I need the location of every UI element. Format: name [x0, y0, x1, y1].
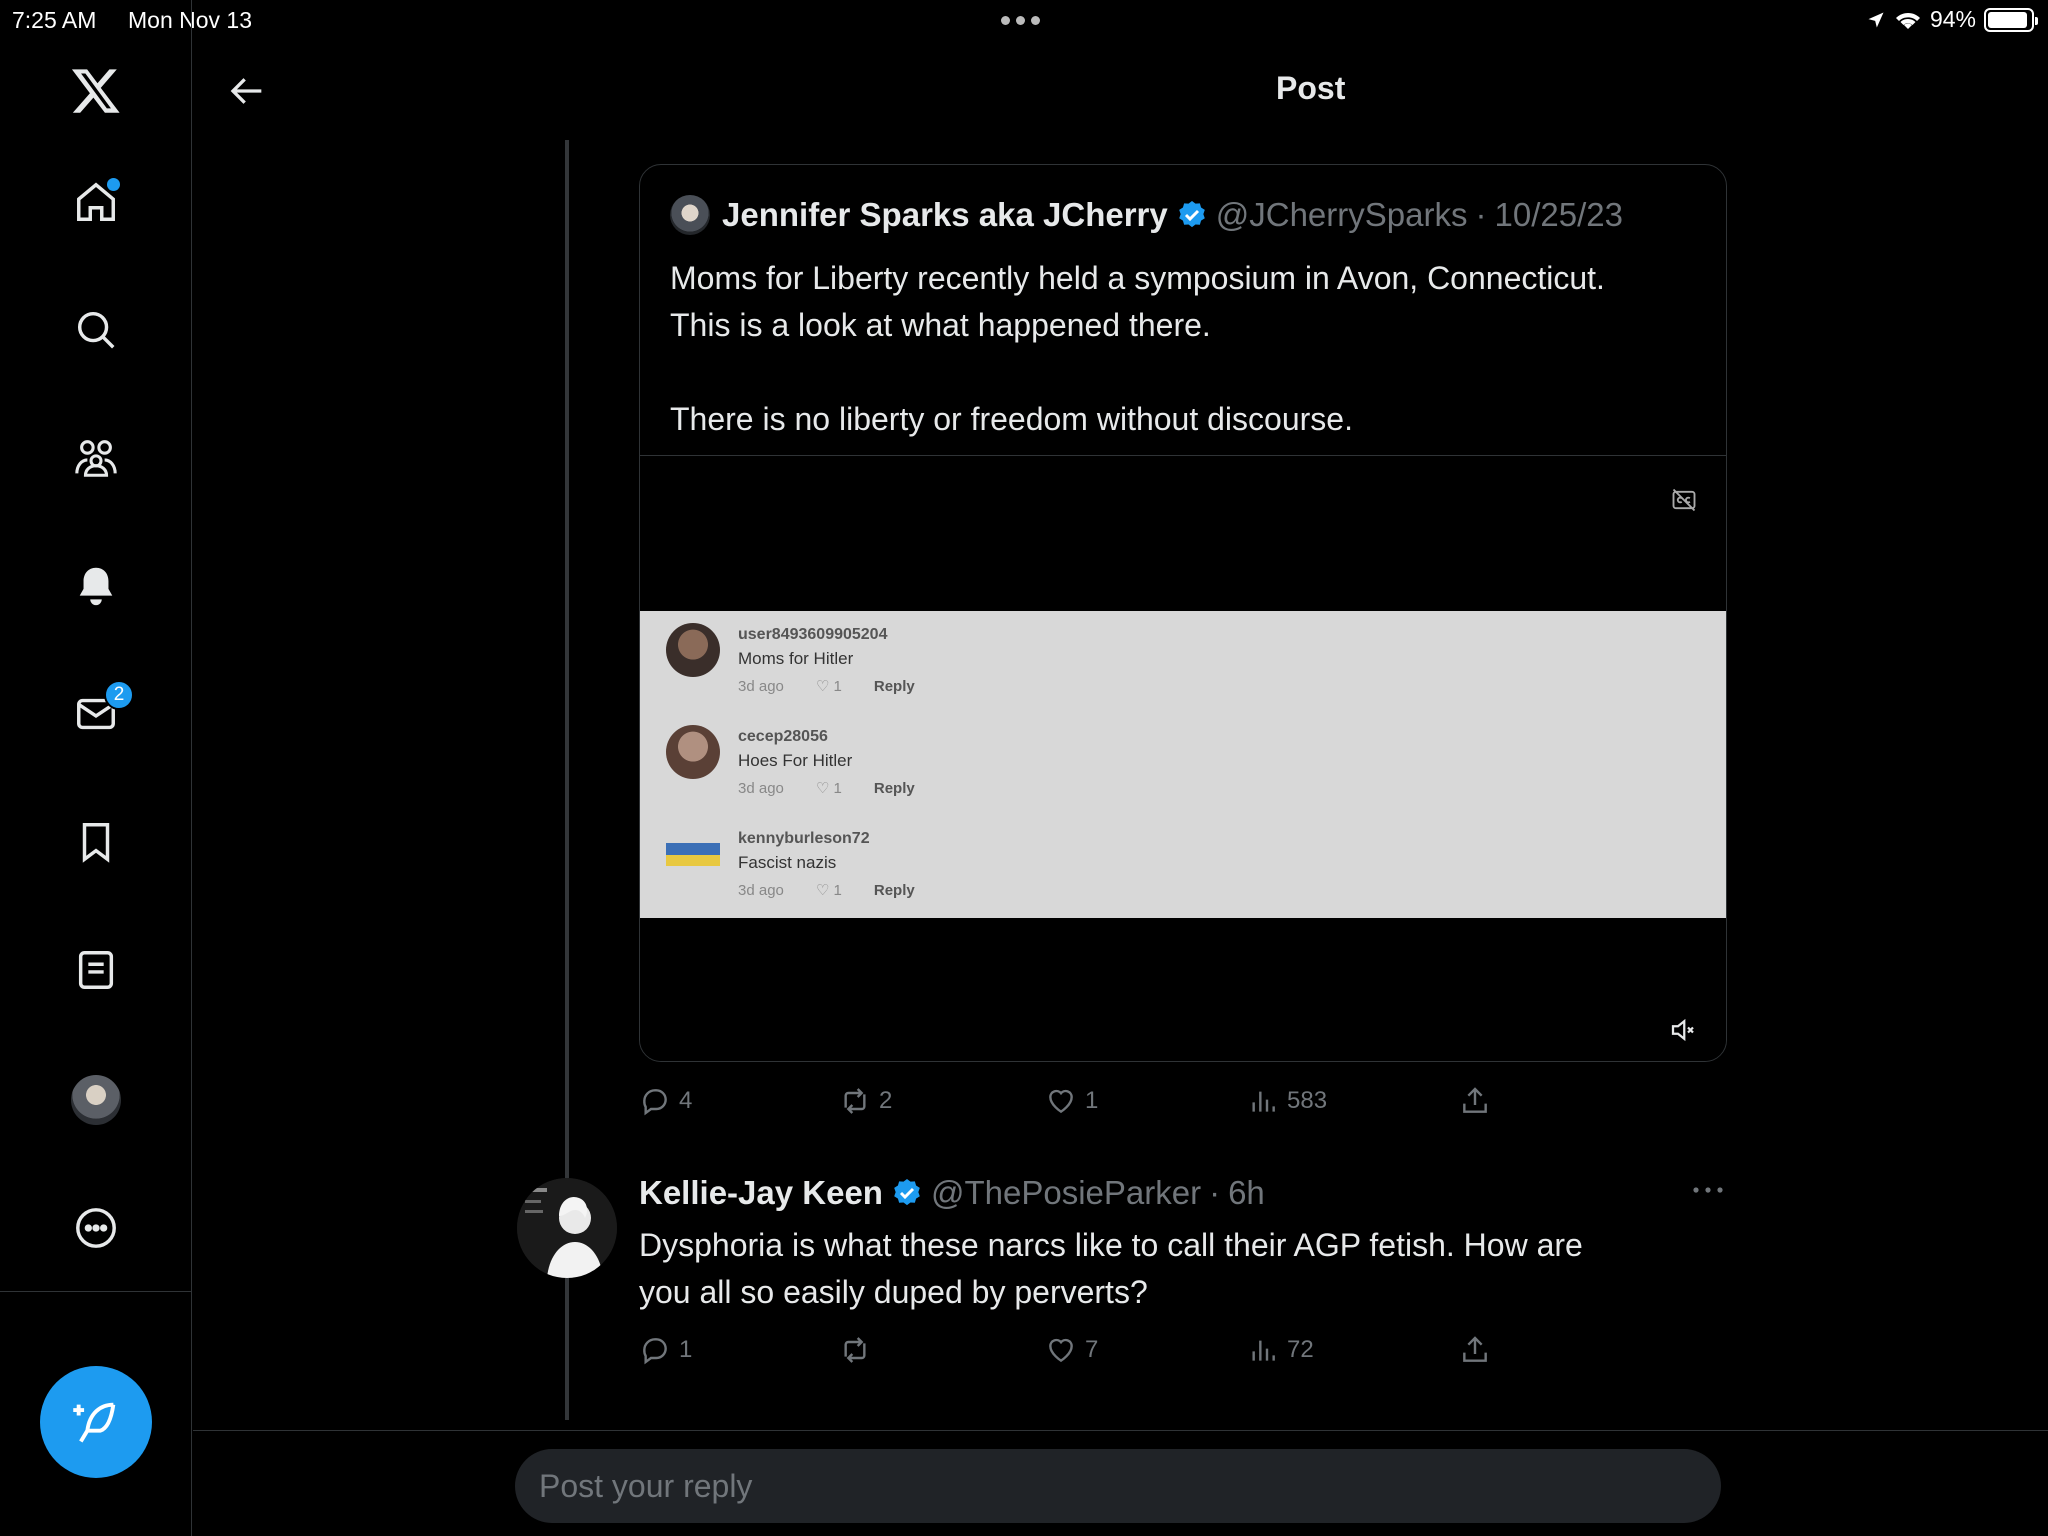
like-count: 1: [1085, 1087, 1099, 1114]
page-title: Post: [1276, 70, 1346, 106]
author-handle[interactable]: @ThePosieParker: [930, 1174, 1202, 1211]
status-bar: [0, 0, 2048, 40]
views-button[interactable]: [1247, 1334, 1314, 1366]
back-button[interactable]: [223, 66, 273, 116]
separator: ·: [1475, 196, 1487, 233]
like-button[interactable]: [1045, 1085, 1098, 1117]
reply-post-header: [639, 1174, 1265, 1212]
location-icon: [1866, 10, 1886, 30]
page-header: [193, 40, 2048, 140]
comment-likes: ♡ 1: [815, 882, 842, 899]
x-logo-icon[interactable]: [68, 62, 124, 118]
home-notification-dot: [107, 178, 120, 191]
quoted-post-header: [670, 195, 1623, 235]
share-upload-icon: [1459, 1334, 1491, 1366]
share-button[interactable]: [1459, 1334, 1491, 1366]
multitasking-dots-icon[interactable]: [1001, 16, 1040, 25]
comment-likes: ♡ 1: [815, 678, 842, 695]
comment-age: 3d ago: [738, 882, 784, 899]
like-button[interactable]: [1045, 1334, 1098, 1366]
comment-likes: ♡ 1: [815, 780, 842, 797]
share-upload-icon: [1459, 1085, 1491, 1117]
avatar: [666, 623, 720, 677]
more-options-icon[interactable]: [68, 1200, 124, 1256]
sidebar: [0, 0, 192, 1536]
author-handle[interactable]: @JCherrySparks: [1215, 196, 1468, 233]
post-time[interactable]: 6h: [1228, 1174, 1265, 1211]
repost-icon: [839, 1334, 871, 1366]
post-date[interactable]: 10/25/23: [1494, 196, 1623, 233]
messages-icon[interactable]: [68, 686, 124, 742]
comment-age: 3d ago: [738, 780, 784, 797]
view-count: 72: [1287, 1336, 1314, 1363]
heart-icon: [1045, 1334, 1077, 1366]
views-bar-chart-icon: [1247, 1334, 1279, 1366]
avatar: [71, 1075, 121, 1125]
author-name[interactable]: Jennifer Sparks aka JCherry: [722, 196, 1168, 233]
profile-avatar[interactable]: [68, 1072, 124, 1128]
battery-percent: 94%: [1929, 6, 1976, 32]
comment-text: Hoes For Hitler: [738, 751, 853, 770]
reply-button[interactable]: [639, 1085, 692, 1117]
video-player[interactable]: [640, 455, 1727, 1062]
video-comment: [666, 623, 915, 699]
repost-button[interactable]: [839, 1334, 879, 1366]
like-count: 7: [1085, 1336, 1099, 1363]
arrow-left-icon: [228, 71, 268, 111]
battery-icon: [1984, 8, 2034, 32]
video-comment: [666, 827, 915, 903]
video-frame-comments: [640, 611, 1727, 918]
messages-badge: 2: [104, 680, 134, 710]
reply-button[interactable]: [639, 1334, 692, 1366]
muted-speaker-icon[interactable]: [1668, 1015, 1698, 1045]
avatar[interactable]: [517, 1178, 617, 1278]
video-comment: [666, 725, 915, 801]
search-icon[interactable]: [68, 302, 124, 358]
post-text-line: you all so easily duped by perverts?: [639, 1274, 1148, 1310]
comment-user: kennyburleson72: [738, 830, 870, 847]
flag-icon: [666, 827, 720, 881]
quoted-post-actions: [639, 1081, 1539, 1121]
lists-icon[interactable]: [68, 942, 124, 998]
post-text-line: This is a look at what happened there.: [670, 307, 1211, 343]
views-button[interactable]: [1247, 1085, 1327, 1117]
status-date: Mon Nov 13: [128, 7, 253, 33]
status-right: [1866, 6, 2034, 33]
repost-icon: [839, 1085, 871, 1117]
compose-post-button[interactable]: [40, 1366, 152, 1478]
quoted-post-text: [670, 255, 1700, 443]
comment-age: 3d ago: [738, 678, 784, 695]
comment-reply: Reply: [873, 882, 915, 899]
verified-badge-icon: [1176, 199, 1208, 231]
captions-off-icon[interactable]: [1670, 486, 1698, 514]
reply-post-text: [639, 1222, 1719, 1316]
view-count: 583: [1287, 1087, 1328, 1114]
nav-divider: [0, 1291, 192, 1292]
quoted-post-card[interactable]: [639, 164, 1727, 1062]
notifications-bell-icon[interactable]: [68, 558, 124, 614]
comment-user: cecep28056: [738, 728, 828, 745]
bookmarks-icon[interactable]: [68, 814, 124, 870]
post-text-line: There is no liberty or freedom without discourse.: [670, 401, 1353, 437]
heart-icon: [1045, 1085, 1077, 1117]
separator: ·: [1209, 1174, 1221, 1211]
avatar: [666, 725, 720, 779]
avatar[interactable]: [670, 195, 710, 235]
post-text-line: Dysphoria is what these narcs like to call their AGP fetish. How are: [639, 1227, 1583, 1263]
views-bar-chart-icon: [1247, 1085, 1279, 1117]
status-time: 7:25 AM: [12, 7, 97, 33]
comment-text: Moms for Hitler: [738, 649, 854, 668]
reply-composer-bar: [193, 1430, 2048, 1536]
reply-bubble-icon: [639, 1334, 671, 1366]
comment-text: Fascist nazis: [738, 853, 837, 872]
reply-bubble-icon: [639, 1085, 671, 1117]
communities-icon[interactable]: [68, 430, 124, 486]
author-name[interactable]: Kellie-Jay Keen: [639, 1174, 883, 1211]
reply-count: 1: [679, 1336, 693, 1363]
reply-input[interactable]: [515, 1449, 1721, 1523]
home-icon[interactable]: [68, 174, 124, 230]
feather-plus-icon: [70, 1396, 122, 1448]
comment-user: user8493609905204: [738, 626, 888, 643]
post-text-line: Moms for Liberty recently held a symposium in Avon, Connecticut.: [670, 260, 1605, 296]
repost-count: 2: [879, 1087, 893, 1114]
comment-reply: Reply: [873, 678, 915, 695]
share-button[interactable]: [1459, 1085, 1491, 1117]
more-options-icon[interactable]: [1690, 1178, 1726, 1207]
comment-reply: Reply: [873, 780, 915, 797]
verified-badge-icon: [891, 1177, 923, 1209]
reply-count: 4: [679, 1087, 693, 1114]
repost-button[interactable]: [839, 1085, 892, 1117]
wifi-icon: [1894, 9, 1922, 31]
reply-post-actions: [639, 1330, 1539, 1370]
